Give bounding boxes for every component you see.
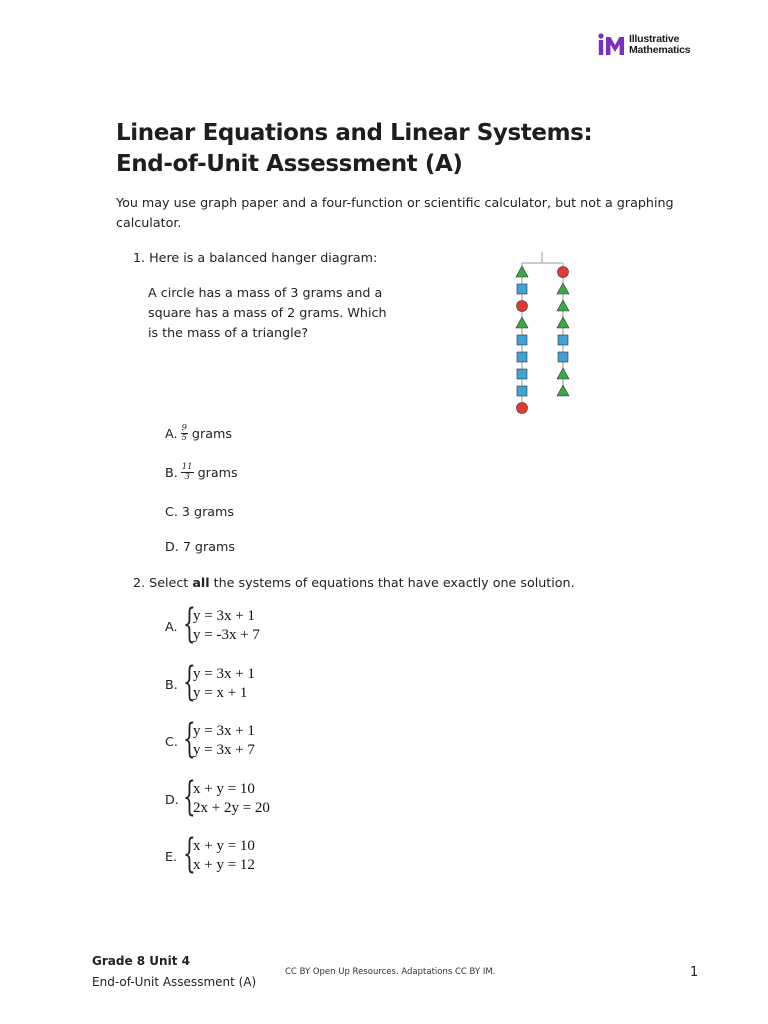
equation-2: 2x + 2y = 20 [193,800,270,816]
option-letter: E. [165,848,178,864]
equation-1: y = 3x + 1 [193,608,255,624]
q2-option-c[interactable] [165,716,255,762]
title-line2: End-of-Unit Assessment (A) [116,151,463,177]
triangle-shape [516,317,528,328]
option-letter: A. [165,618,178,634]
q2-prompt-bold: all [192,575,210,590]
q2-option-b[interactable] [165,659,255,705]
hanger-diagram [508,250,578,420]
equation-1: x + y = 10 [193,781,255,797]
left-brace: { [183,659,196,705]
square-shape [517,386,527,396]
option-letter: D. [165,539,179,554]
equation-1: x + y = 10 [193,838,255,854]
denominator: 5 [181,433,187,443]
equation-1: y = 3x + 1 [193,723,255,739]
title-line1: Linear Equations and Linear Systems: [116,120,593,146]
option-letter: C. [165,733,178,749]
im-logo-icon [597,33,625,57]
equation-system [193,607,260,645]
option-letter: B. [165,465,178,480]
equation-2: y = 3x + 7 [193,742,255,758]
q2-option-e[interactable] [165,831,255,877]
option-text: grams [197,465,238,480]
square-shape [517,284,527,294]
q1-option-a[interactable] [165,424,232,443]
q2-option-d[interactable] [165,774,270,820]
page-title [116,118,676,180]
left-brace: { [183,601,196,647]
logo-line2: Mathematics [629,44,691,56]
instructions: You may use graph paper and a four-function or scientific calculator, but not a graphing calculator. [116,195,674,230]
denominator: 3 [184,472,190,482]
equation-2: x + y = 12 [193,857,255,873]
fraction [181,463,194,482]
equation-system [193,780,270,818]
square-shape [517,369,527,379]
hanger-frame [522,252,563,408]
option-text: 7 grams [182,539,235,554]
square-shape [558,352,568,362]
q1-option-b[interactable] [165,463,238,482]
page-number: 1 [690,965,699,980]
q2-prompt-pre: 2. Select [133,575,193,590]
q1-option-c[interactable] [165,504,234,519]
fraction [181,424,188,443]
option-letter: A. [165,426,178,441]
option-text: grams [191,426,232,441]
equation-system [193,837,255,875]
left-brace: { [183,774,196,820]
triangle-shape [557,385,569,396]
footer-license: CC BY Open Up Resources. Adaptations CC BY IM. [285,967,496,977]
equation-system [193,665,255,703]
hanger-shapes [516,266,569,414]
option-letter: C. [165,504,178,519]
triangle-shape [516,266,528,277]
q2-prompt-post: the systems of equations that have exactly one solution. [209,575,575,590]
option-letter: D. [165,791,179,807]
equation-2: y = x + 1 [193,685,248,701]
footer-grade: Grade 8 Unit 4 [92,954,190,968]
illustrative-mathematics-logo [597,33,690,57]
option-text: 3 grams [181,504,235,519]
question-1-body: A circle has a mass of 3 grams and a square has a mass of 2 grams. Which is the mass of a triangle? [148,285,387,340]
question-2-prompt [133,573,575,593]
question-1-prompt: 1. Here is a balanced hanger diagram: [133,250,378,265]
numerator: 11 [181,462,193,472]
circle-shape [517,301,528,312]
left-brace: { [183,831,196,877]
equation-1: y = 3x + 1 [193,666,255,682]
circle-shape [558,267,569,278]
equation-system [193,722,255,760]
square-shape [517,335,527,345]
triangle-shape [557,300,569,311]
logo-line1: Illustrative [629,33,680,45]
square-shape [558,335,568,345]
footer-subtitle: End-of-Unit Assessment (A) [92,975,257,989]
option-letter: B. [165,676,178,692]
q2-option-a[interactable] [165,601,260,647]
triangle-shape [557,368,569,379]
triangle-shape [557,317,569,328]
logo-text [629,34,690,56]
left-brace: { [183,716,196,762]
square-shape [517,352,527,362]
numerator: 9 [181,423,187,433]
circle-shape [517,403,528,414]
equation-2: y = -3x + 7 [193,627,260,643]
q1-option-d[interactable] [165,539,235,554]
triangle-shape [557,283,569,294]
